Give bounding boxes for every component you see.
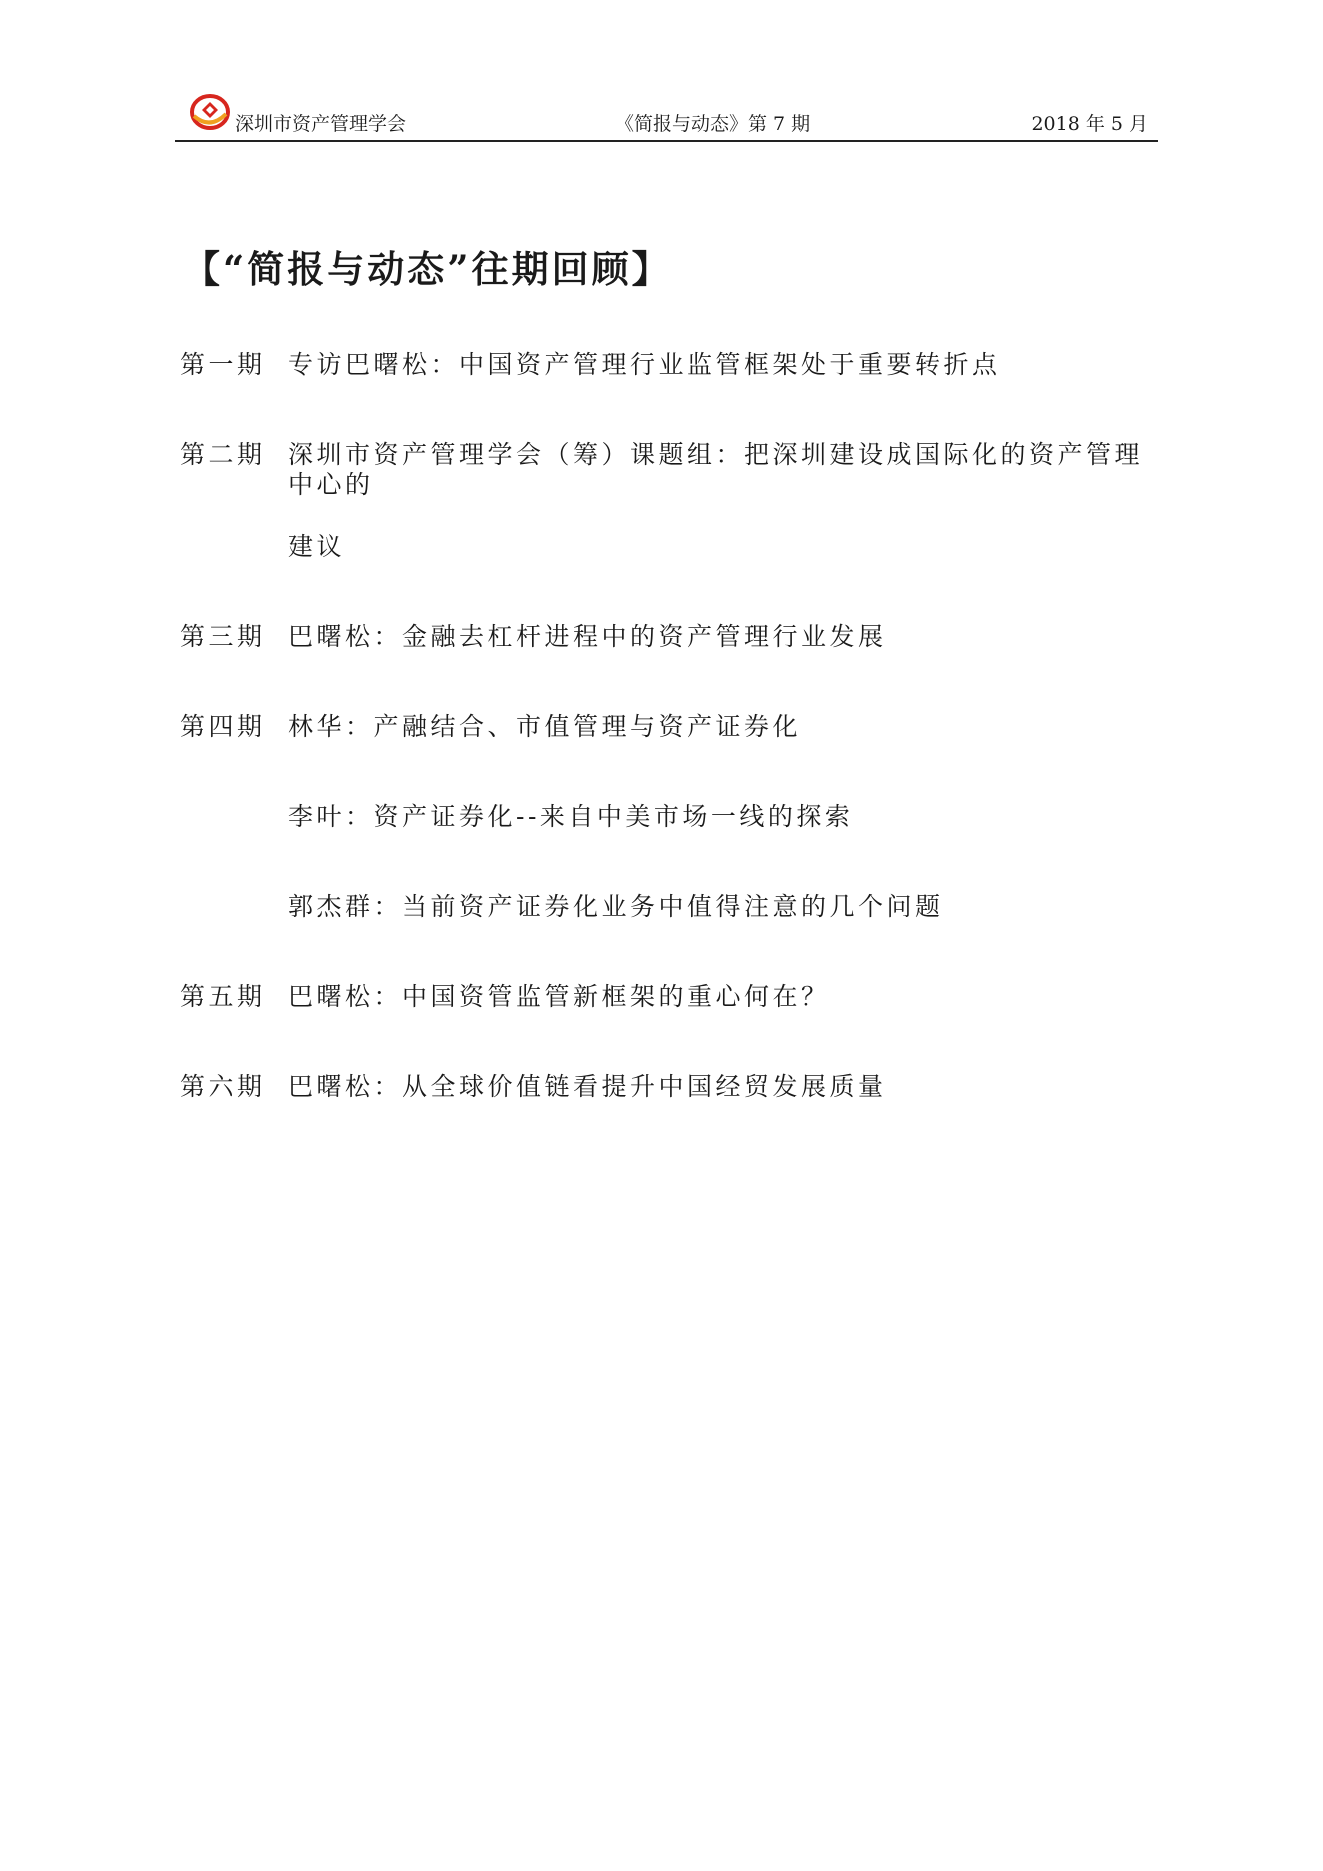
issue-number: 第二期 <box>180 440 266 469</box>
issue-number: 第五期 <box>180 982 266 1011</box>
issue-articles <box>288 440 1168 562</box>
issue-list <box>180 350 1160 1162</box>
issue-row <box>180 712 1160 922</box>
header-divider <box>175 140 1158 142</box>
issue-number: 第一期 <box>180 350 266 379</box>
article-title: 深圳市资产管理学会（筹）课题组：把深圳建设成国际化的资产管理中心的 <box>288 440 1144 499</box>
article-title: 林华：产融结合、市值管理与资产证券化 <box>288 712 802 741</box>
issue-row <box>180 440 1160 562</box>
article-title: 李叶：资产证券化--来自中美市场一线的探索 <box>288 802 854 831</box>
article-item <box>288 712 1168 742</box>
issue-articles <box>288 622 1168 652</box>
article-item <box>288 802 1168 832</box>
article-item <box>288 892 1168 922</box>
article-title: 巴曙松：中国资管监管新框架的重心何在？ <box>288 982 830 1011</box>
article-item <box>288 350 1168 380</box>
article-title: 巴曙松：金融去杠杆进程中的资产管理行业发展 <box>288 622 887 651</box>
issue-articles <box>288 350 1168 380</box>
issue-row <box>180 982 1160 1012</box>
article-item <box>288 440 1168 562</box>
issue-number: 第三期 <box>180 622 266 651</box>
issue-number: 第六期 <box>180 1072 266 1101</box>
issue-row <box>180 1072 1160 1102</box>
article-title: 郭杰群：当前资产证券化业务中值得注意的几个问题 <box>288 892 944 921</box>
article-item <box>288 982 1168 1012</box>
article-title: 专访巴曙松：中国资产管理行业监管框架处于重要转折点 <box>288 350 1001 379</box>
article-item <box>288 622 1168 652</box>
article-item <box>288 1072 1168 1102</box>
page-header <box>175 92 1158 140</box>
article-title: 巴曙松：从全球价值链看提升中国经贸发展质量 <box>288 1072 887 1101</box>
issue-row <box>180 622 1160 652</box>
section-title: 【“简报与动态”往期回顾】 <box>183 247 672 291</box>
issue-articles <box>288 982 1168 1012</box>
issue-articles <box>288 1072 1168 1102</box>
issue-row <box>180 350 1160 380</box>
issue-title: 《简报与动态》第 7 期 <box>615 113 811 135</box>
issue-date: 2018 年 5 月 <box>1031 113 1148 135</box>
issue-number: 第四期 <box>180 712 266 741</box>
org-name: 深圳市资产管理学会 <box>235 113 407 135</box>
org-logo-icon <box>188 92 232 132</box>
article-title-continued: 建议 <box>288 532 346 561</box>
issue-articles <box>288 712 1168 922</box>
